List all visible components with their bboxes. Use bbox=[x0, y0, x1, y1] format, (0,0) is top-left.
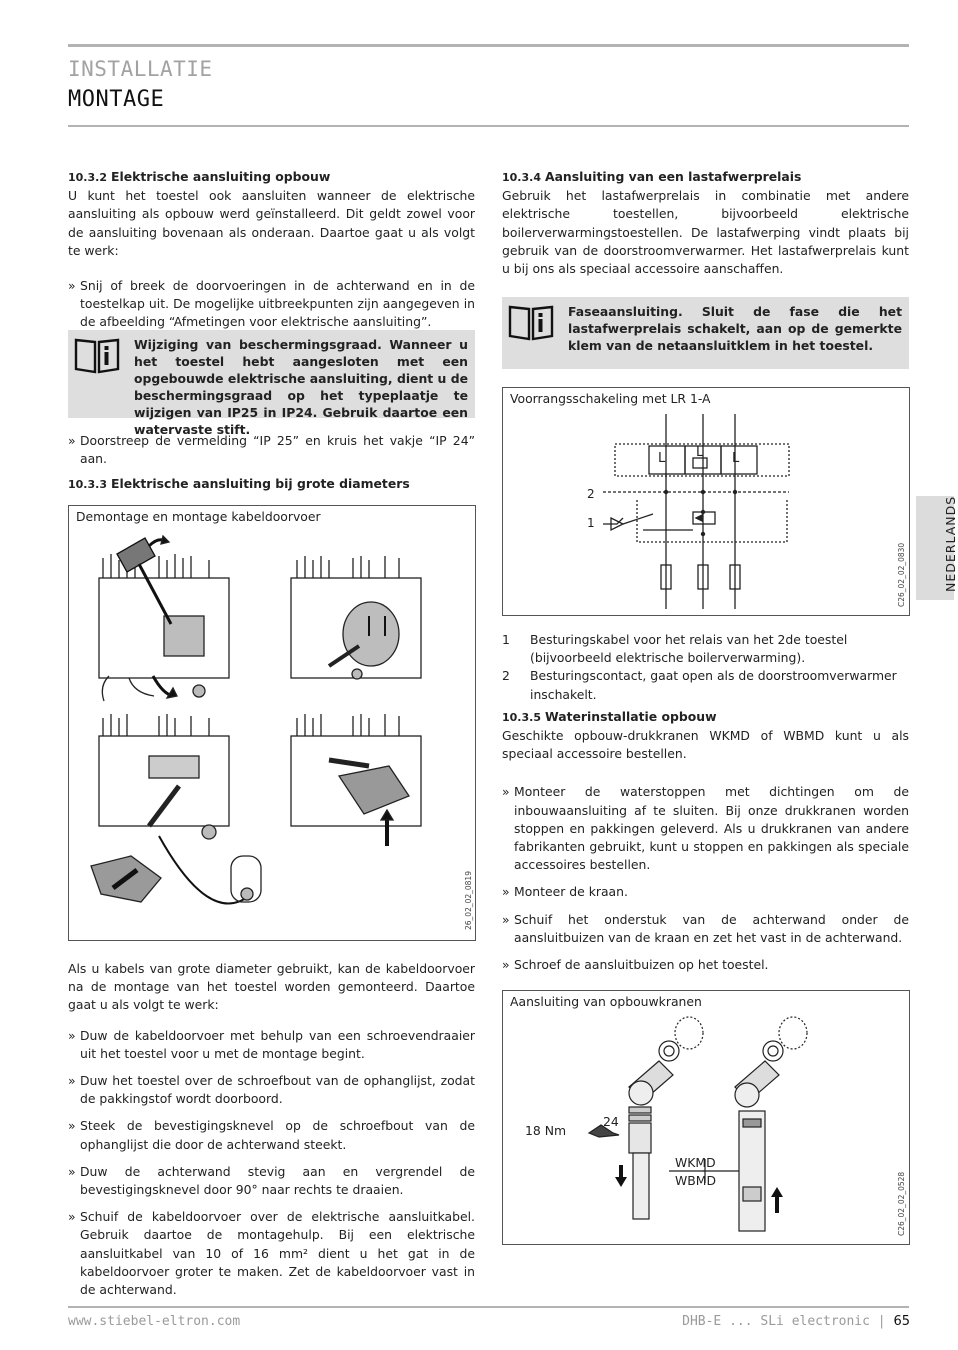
terminal-label: L bbox=[658, 451, 666, 466]
list-item: » Steek de bevestigingsknevel op de schroefbout van de ophanglijst die door de achterwand steekt. bbox=[68, 1118, 475, 1152]
figure-cable-gland bbox=[68, 505, 476, 941]
figure-code: 26_02_02_0819 bbox=[464, 871, 473, 930]
list-item: » Monteer de waterstoppen met dichtingen om de inbouwaansluiting af te sluiten. Bij onze drukkranen worden stoppen en pakkingen geleverd. Als u drukkranen van andere fabrikanten gebruikt, kunt u stoppen en pakkingen als speciale accessoires bestellen. bbox=[502, 784, 909, 873]
list-item: » Schroef de aansluitbuizen op het toestel. bbox=[502, 957, 769, 973]
heading-10-3-2: 10.3.2 Elektrische aansluiting opbouw bbox=[68, 169, 331, 184]
torque-label: 18 Nm bbox=[525, 1123, 567, 1138]
paragraph-intro: U kunt het toestel ook aansluiten wanneer de elektrische aansluiting als opbouw werd geïnstalleerd. Dit geldt zowel voor de aansluiting bovenaan als onderaan. Daartoe gaat u als volgt te werk: bbox=[68, 188, 475, 258]
figure-caption: Aansluiting van opbouwkranen bbox=[510, 994, 702, 1009]
list-item: » Snij of breek de doorvoeringen in de achterwand en in de toestelkap uit. De mogelijke uitbreekpunten zijn aangegeven in de afbeelding “Afmetingen voor elektrische aansluiting”. bbox=[68, 278, 475, 330]
tap-type-label: WBMD bbox=[675, 1173, 716, 1188]
paragraph-intro: Geschikte opbouw-drukkranen WKMD of WBMD kunt u als speciaal accessoire bestellen. bbox=[502, 728, 909, 762]
screwdriver bbox=[117, 538, 171, 624]
list-item: » Monteer de kraan. bbox=[502, 884, 628, 900]
figure-priority-circuit bbox=[502, 387, 910, 616]
list-item: » Duw het toestel over de schroefbout van de ophanglijst, zodat de pakkingstof wordt doorboord. bbox=[68, 1073, 475, 1107]
left-column bbox=[68, 168, 475, 332]
right-column-2 bbox=[502, 631, 909, 974]
note-text: Wijziging van beschermingsgraad. Wanneer u het toestel hebt aangesloten met een opgebouwde elektrische aansluiting, dient u de beschermingsgraad op het typeplaatje te wijzigen van IP25 in IP24. Gebruik daartoe een watervaste stift. bbox=[134, 337, 468, 437]
header-rule bbox=[68, 125, 909, 127]
terminal-label: L bbox=[732, 451, 740, 466]
circuit-diagram bbox=[503, 388, 909, 615]
heading-10-3-4: 10.3.4 Aansluiting van een lastafwerprelais bbox=[502, 169, 802, 184]
device-detail-4 bbox=[291, 714, 421, 846]
callout-label: 2 bbox=[587, 487, 595, 501]
wrench-size-label: 24 bbox=[603, 1114, 619, 1129]
figure-caption: Voorrangsschakeling met LR 1-A bbox=[510, 391, 711, 406]
tap-connection-illustration bbox=[503, 991, 909, 1244]
footer-url: www.stiebel-eltron.com bbox=[68, 1314, 241, 1329]
figure-code: C26_02_02_0528 bbox=[897, 1171, 906, 1236]
right-column bbox=[502, 168, 909, 278]
heading-10-3-3: 10.3.3 Elektrische aansluiting bij grote diameters bbox=[68, 476, 410, 492]
language-tab: NEDERLANDS bbox=[916, 496, 954, 600]
left-column-2 bbox=[68, 432, 475, 495]
left-column-3 bbox=[68, 960, 475, 1299]
heading-10-3-5: 10.3.5 Waterinstallatie opbouw bbox=[502, 708, 717, 724]
page-title: MONTAGE bbox=[68, 87, 165, 112]
manual-info-icon bbox=[508, 303, 554, 341]
legend-item: 2 Besturingscontact, gaat open als de doorstroomverwarmer inschakelt. bbox=[502, 668, 897, 702]
device-detail-1 bbox=[99, 554, 229, 701]
figure-surface-taps bbox=[502, 990, 910, 1245]
cable-gland-illustration bbox=[69, 506, 475, 940]
note-text: Faseaansluiting. Sluit de fase die het lastafwerprelais schakelt, aan op de gemerkte klem van de netaansluitklem in het toestel. bbox=[568, 304, 902, 353]
device-detail-3 bbox=[91, 714, 261, 904]
figure-caption: Demontage en montage kabeldoorvoer bbox=[76, 509, 321, 524]
list-item: » Schuif het onderstuk van de achterwand onder de aansluitbuizen van de kraan en zet het vast in de achterwand. bbox=[502, 911, 909, 945]
tap-type-label: WKMD bbox=[675, 1155, 716, 1170]
list-item: » Doorstreep de vermelding “IP 25” en kruis het vakje “IP 24” aan. bbox=[68, 433, 475, 467]
device-detail-2 bbox=[291, 556, 421, 679]
figure-code: C26_02_02_0830 bbox=[897, 542, 906, 607]
page-number: 65 bbox=[893, 1314, 910, 1329]
terminal-label: L bbox=[696, 445, 704, 460]
paragraph-intro: Gebruik het lastafwerprelais in combinatie met andere elektrische toestellen, bijvoorbeeld elektrische boilerverwarmingstoestellen. De lastafwerping vindt plaats bij gebruik van de doorstroomverwarmer. Het lastafwerprelais kunt u bij ons als speciaal accessoire aanschaffen. bbox=[502, 188, 909, 277]
footer-product: DHB-E ... SLi electronic | 65 bbox=[682, 1314, 910, 1329]
manual-info-icon bbox=[74, 336, 120, 374]
section-title: INSTALLATIE bbox=[68, 57, 213, 81]
list-item: » Duw de achterwand stevig aan en vergrendel de bevestigingsknevel door 90° naar rechts te draaien. bbox=[68, 1163, 475, 1198]
paragraph-intro: Als u kabels van grote diameter gebruikt, kan de kabeldoorvoer na de montage van het toestel worden gemonteerd. Daartoe gaat u als volgt te werk: bbox=[68, 961, 475, 1013]
info-note bbox=[502, 297, 909, 369]
callout-label: 1 bbox=[587, 516, 595, 530]
footer-rule bbox=[68, 1306, 909, 1308]
legend-item: 1 Besturingskabel voor het relais van het 2de toestel (bijvoorbeeld elektrische boilerverwarming). bbox=[502, 632, 848, 666]
info-note bbox=[68, 330, 475, 437]
list-item: » Schuif de kabeldoorvoer over de elektrische aansluitkabel. Gebruik daartoe de montagehulp. Bij een elektrische aansluitkabel van 10 of 16 mm² dient u het gat in de kabeldoorvoer groter te maken. Zet de kabeldoorvoer vast in de achterwand. bbox=[68, 1209, 475, 1298]
list-item: » Duw de kabeldoorvoer met behulp van een schroevendraaier uit het toestel voor u met de montage begint. bbox=[68, 1027, 475, 1061]
top-rule bbox=[68, 44, 909, 47]
